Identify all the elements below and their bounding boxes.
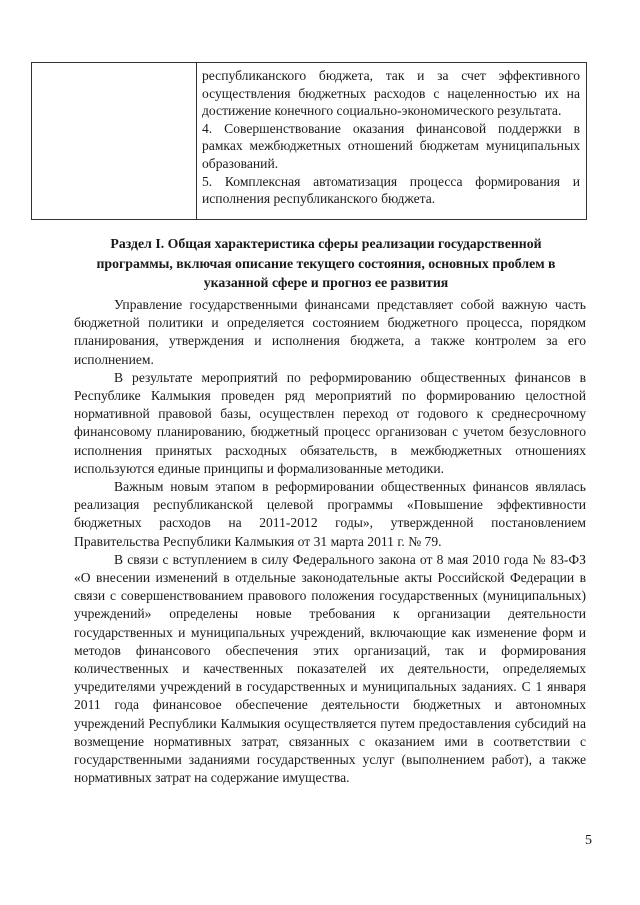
paragraph: Важным новым этапом в реформировании общественных финансов являлась реализация республиканской целевой программы «Повышение эффективности бюджетных расходов на 2011-2012 годы», утвержденной постановлением Правительства Республики Калмыкия от 31 марта 2011 г. № 79. — [74, 479, 586, 549]
body-text — [74, 296, 586, 787]
table-left-cell — [32, 63, 197, 219]
paragraph: В связи с вступлением в силу Федерального закона от 8 мая 2010 года № 83-ФЗ «О внесении изменений в отдельные законодательные акты Российской Федерации в связи с совершенствованием правового положения государственных (муниципальных) учреждений» определены новые требования к организации деятельности государственных и муниципальных учреждений, включающие как изменение форм и методов финансового обеспечения этих организаций, так и формирования количественных и качественных показателей их деятельности, определяемых учредителями учреждений в государственных и муниципальных заданиях. С 1 января 2011 года финансовое обеспечение деятельности бюджетных и автономных учреждений Республики Калмыкия осуществляется путем предоставления субсидий на возмещение нормативных затрат, связанных с оказанием ими в соответствии с государственными заданиями государственных услуг (выполнением работ), а также нормативных затрат на содержание имущества. — [74, 551, 586, 786]
table-right-cell — [202, 67, 580, 208]
heading-line: программы, включая описание текущего состояния, основных проблем в — [96, 255, 556, 271]
table-cell-text: республиканского бюджета, так и за счет эффективного осуществления бюджетных расходов с нацеленностью их на достижение конечного социально-экономического результата. — [202, 68, 580, 119]
heading-line: указанной сфере и прогноз ее развития — [203, 275, 449, 290]
page-number: 5 — [585, 833, 592, 848]
paragraph: Управление государственными финансами представляет собой важную часть бюджетной политики и определяется состоянием бюджетного процесса, порядком планирования, утверждения и исполнения бюджета, а также контролем за его исполнением. — [74, 297, 586, 367]
continuation-table — [31, 62, 587, 220]
table-cell-text: 5. Комплексная автоматизация процесса формирования и исполнения республиканского бюджета. — [202, 173, 580, 207]
heading-line: Раздел I. Общая характеристика сферы реализации государственной — [110, 236, 542, 251]
section-heading — [70, 234, 582, 293]
paragraph: В результате мероприятий по реформированию общественных финансов в Республике Калмыкия проведен ряд мероприятий по формированию целостной нормативной правовой базы, осуществлен переход от годового к среднесрочному финансовому планированию, бюджетный процесс организован с учетом безусловного исполнения принятых расходных обязательств, в межбюджетных отношениях используются единые принципы и формализованные методики. — [74, 369, 586, 476]
table-cell-text: 4. Совершенствование оказания финансовой поддержки в рамках межбюджетных отношений бюджетам муниципальных образований. — [202, 120, 580, 171]
